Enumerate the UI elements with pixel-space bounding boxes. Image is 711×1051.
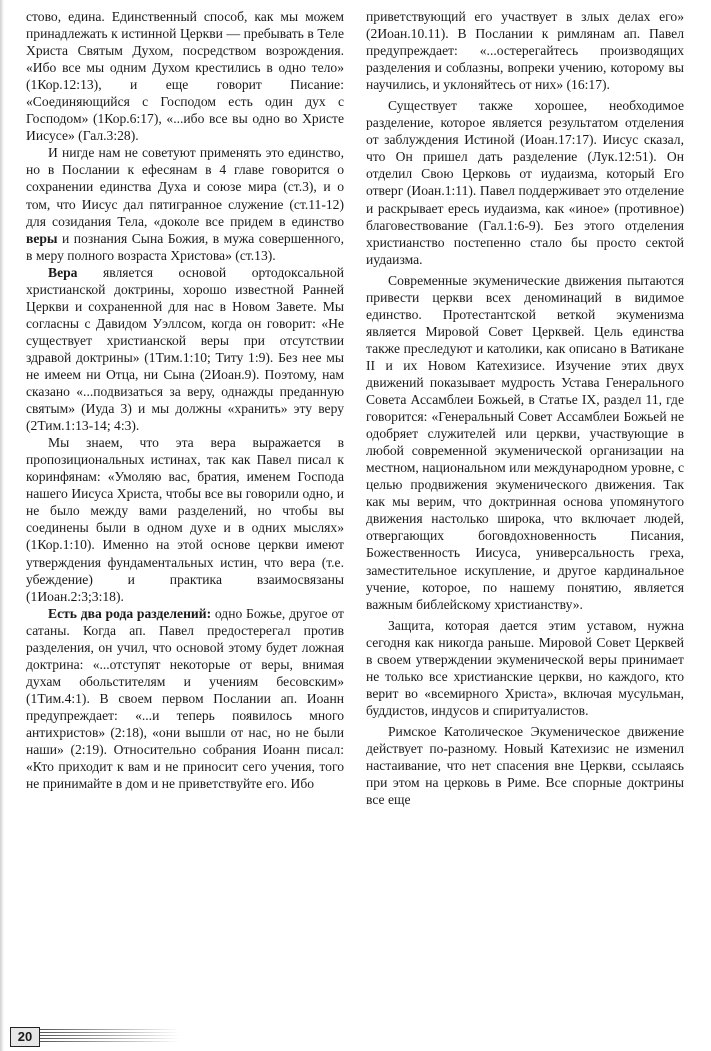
page-number: 20 [10, 1027, 40, 1047]
paragraph-text: является основой ортодоксальной христианской доктрины, хорошо известной Ранней Церкви и сохраненной для нас в Новом Завете. Мы согласны с Давидом Уэллсом, когда он говорит: «Не существует христианской веры при отсутствии здравой доктрины» (1Тим.1:10; Титу 1:9). Без нее мы не имеем ни Отца, ни Сына (2Иоан.9). Поэтому, нам сказано «...подвизаться за веру, однажды преданную святым» (Иуда 3) и мы должны «хранить» эту веру (2Тим.1:13-14; 4:3). [26, 264, 344, 434]
left-column [26, 8, 344, 792]
paragraph: стово, едина. Единственный способ, как мы можем принадлежать к истинной Церкви — пребывать в Теле Христа Святым Духом, посредством возрождения. «Ибо все мы одним Духом крестились в одно тело» (1Кор.12:13), и еще говорит Писание: «Соединяющийся с Господом есть один дух с Господом» (1Кор.6:17), «...ибо все вы одно во Христе Иисусе» (Гал.3:28). [26, 9, 344, 144]
paragraph [26, 605, 344, 793]
paragraph: приветствующий его участвует в злых делах его» (2Иоан.10.11). В Послании к римлянам ап. Павел предупреждает: «...остерегайтесь производящих разделения и соблазны, вопреки учению, которому вы научились, и уклоняйтесь от них» (16:17). [366, 9, 684, 93]
paragraph-text: И нигде нам не советуют применять это единство, но в Послании к ефесянам в 4 главе говорится о сохранении единства Духа и союзе мира (ст.3), и о том, что Иисус дал пятигранное служение (ст.11-12) для созидания Тела, «доколе все придем в единство [26, 145, 344, 229]
bold-term: Вера [48, 264, 78, 280]
bold-term: Есть два рода разделений: [48, 605, 212, 621]
paragraph: Современные экуменические движения пытаются привести церкви всех деноминаций в видимое единство. Протестантской веткой экуменизма является Мировой Совет Церквей. Цель единства также преследуют и католики, как описано в Ватикане II и их Новом Катехизисе. Изучение этих двух движений показывает мудрость Устава Генерального Совета Ассамблеи Божьей, в Статье IX, раздел 11, где говорится: «Генеральный Совет Ассамблеи Божьей не одобряет служителей или церкви, участвующие в любой современной экуменической организации на местном, национальном или международном уровне, с целью продвижения экуменического движения. Так как мы верим, что доктринная основа упомянутого движения настолько широка, что включает людей, отвергающих боговдохновенность Писания, Божественность Иисуса, универсальность греха, заместительное искупление, и другое кардинальное учение, которое, по нашему понятию, является важным библейскому христианству». [366, 272, 684, 612]
paragraph: Мы знаем, что эта вера выражается в пропозициональных истинах, так как Павел писал к коринфянам: «Умоляю вас, братия, именем Господа нашего Иисуса Христа, чтобы все вы говорили одно, и не было между вами разделений, но чтобы вы соединены были в одном духе и в одних мыслях» (1Кор.1:10). Именно на этой основе церкви имеют утверждения фундаментальных истин, что вера (т.е. убеждение) и практика взаимосвязаны (1Иоан.2:3;3:18). [26, 435, 344, 604]
bold-term: веры [26, 230, 58, 246]
paragraph-text: и познания Сына Божия, в мужа совершенного, в меру полного возраста Христова» (ст.13). [26, 230, 344, 263]
page-footer [0, 1024, 711, 1051]
paragraph [26, 264, 344, 434]
paragraph [26, 144, 344, 263]
right-column [366, 8, 684, 808]
paragraph: Существует также хорошее, необходимое разделение, которое является результатом отделения от заблуждения Истиной (Иоан.17:17). Иисус сказал, что Он пришел дать разделение (Лук.12:51). Он отделил Свою Церковь от иудаизма, который Его отверг (Иоан.1:11). Павел поддерживает это отделение и раскрывает ересь иудаизма, как «иное» (противное) благовествование (Гал.1:6-9). Без этого отделения христианство постепенно стало бы просто сектой иудаизма. [366, 98, 684, 267]
paragraph-text: одно Божье, другое от сатаны. Когда ап. Павел предостерегал против разделения, он учил, что основой этому будет ложная доктрина: «...отступят некоторые от веры, внимая духам обольстителям и учениям бесовским» (1Тим.4:1). В своем первом Послании ап. Иоанн предупреждает: «...и теперь появилось много антихристов» (2:18), «они вышли от нас, но не были наши» (2:19). Относительно собрания Иоанн писал: «Кто приходит к вам и не приносит сего учения, того не принимайте в дом и не приветствуйте его. Ибо [26, 605, 344, 792]
paragraph: Римское Католическое Экуменическое движение действует по-разному. Новый Катехизис не изменил настаивание, что нет спасения вне Церкви, ссылаясь при этом на церковь в Риме. Все спорные доктрины все еще [366, 723, 684, 808]
paragraph: Защита, которая дается этим уставом, нужна сегодня как никогда раньше. Мировой Совет Церквей в своем утверждении экуменической веры принимает не только все христианские церкви, но каждого, кто верит во «всемирного Христа», включая мусульман, буддистов, индусов и спиритуалистов. [366, 617, 684, 718]
footer-decoration [40, 1029, 180, 1043]
page-edge-shadow [0, 0, 4, 1051]
